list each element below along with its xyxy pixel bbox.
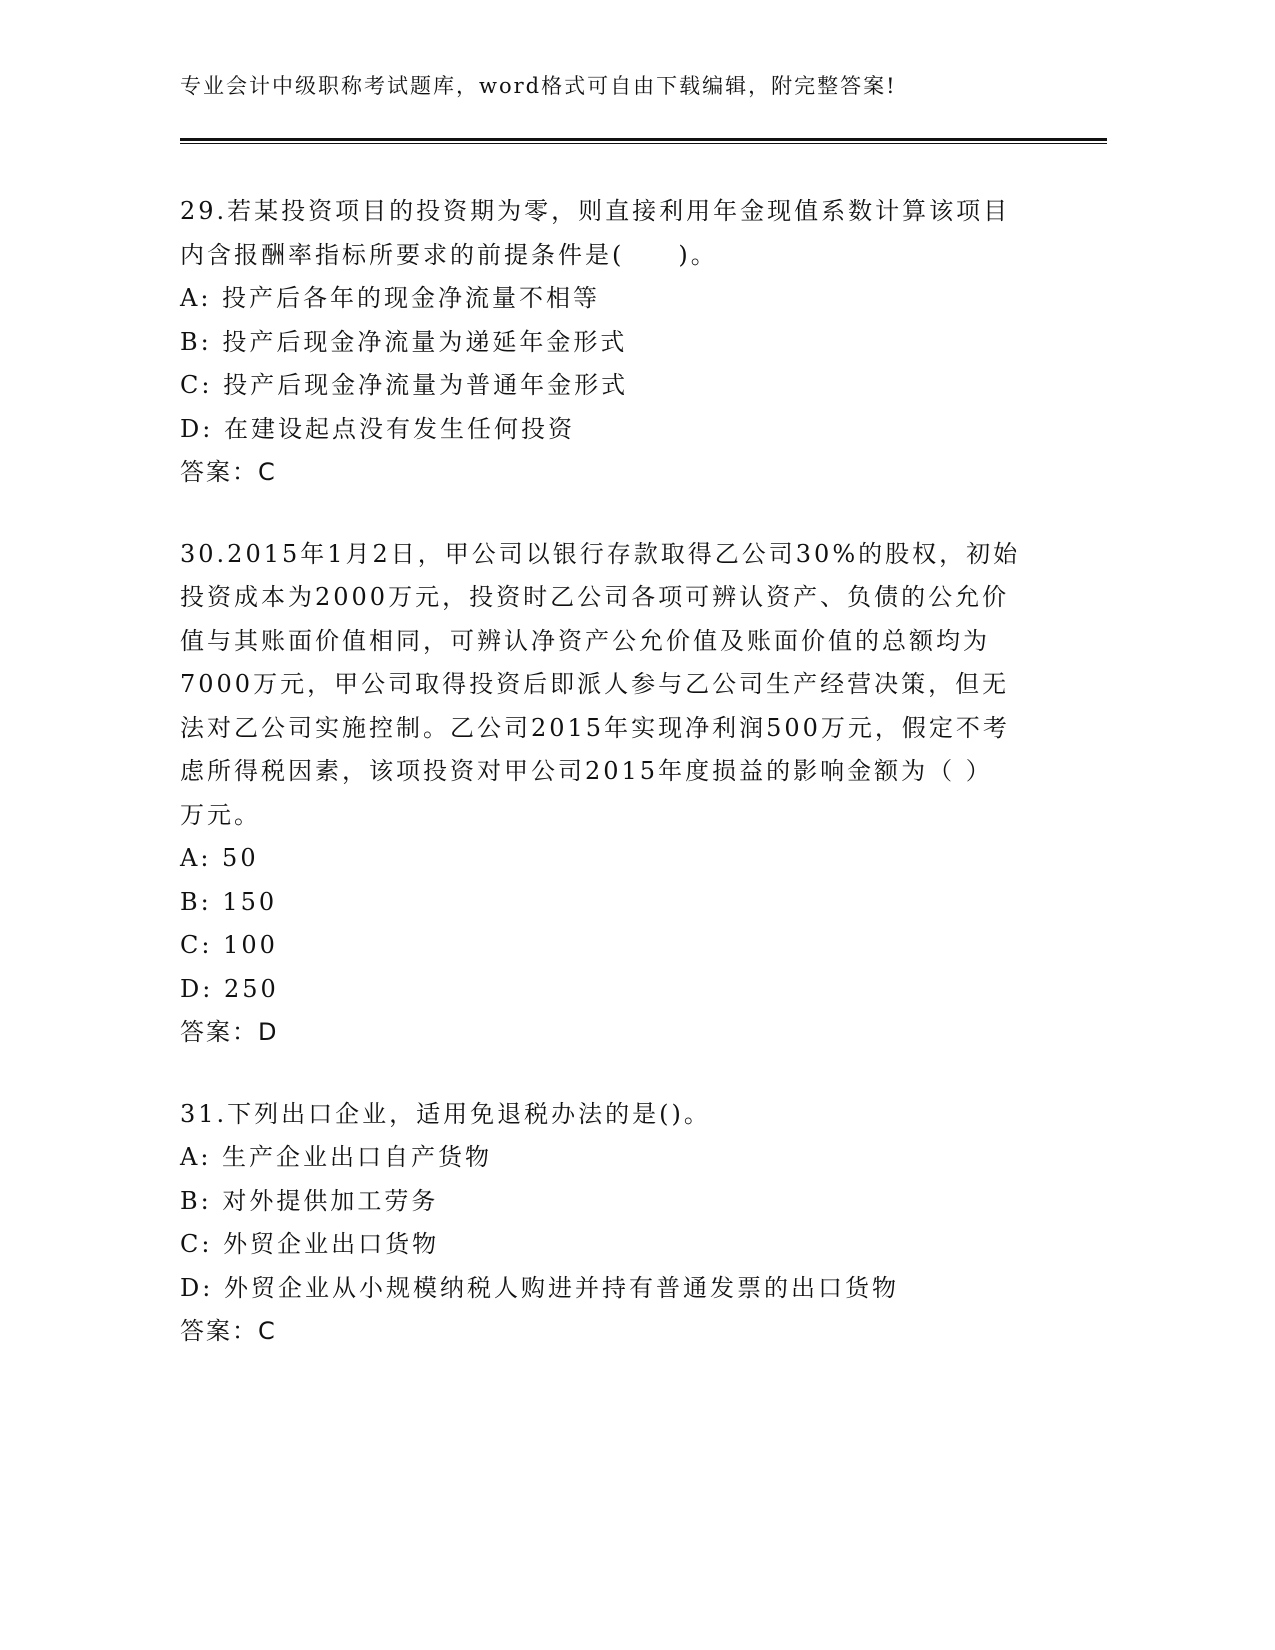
- header-rule-thick: [180, 138, 1107, 141]
- option-b: B: 150: [180, 887, 278, 916]
- option-c: C: 100: [180, 931, 278, 959]
- question-stem-line: 29.若某投资项目的投资期为零，则直接利用年金现值系数计算该项目: [180, 197, 1011, 225]
- question-stem-line: 内含报酬率指标所要求的前提条件是( )。: [180, 240, 718, 269]
- option-c: C: 外贸企业出口货物: [180, 1230, 440, 1258]
- option-c: C: 投产后现金净流量为普通年金形式: [180, 371, 629, 399]
- option-d: D: 在建设起点没有发生任何投资: [180, 414, 575, 443]
- option-b: B: 对外提供加工劳务: [180, 1186, 439, 1215]
- option-a: A: 50: [180, 844, 259, 872]
- option-d: D: 外贸企业从小规模纳税人购进并持有普通发票的出口货物: [180, 1273, 899, 1302]
- answer-line: 答案：C: [180, 1317, 277, 1345]
- question-stem-line: 31.下列出口企业，适用免退税办法的是()。: [180, 1099, 711, 1128]
- question-stem-line: 7000万元，甲公司取得投资后即派人参与乙公司生产经营决策，但无: [180, 670, 1010, 698]
- question-stem-line: 30.2015年1月2日，甲公司以银行存款取得乙公司30%的股权，初始: [180, 539, 1021, 568]
- question-stem-line: 法对乙公司实施控制。乙公司2015年实现净利润500万元，假定不考: [180, 713, 1010, 742]
- option-b: B: 投产后现金净流量为递延年金形式: [180, 327, 628, 356]
- page-header: 专业会计中级职称考试题库，word格式可自由下载编辑，附完整答案!: [180, 74, 897, 98]
- question-stem-line: 值与其账面价值相同，可辨认净资产公允价值及账面价值的总额均为: [180, 626, 990, 655]
- header-rule-thin: [180, 143, 1107, 144]
- option-a: A: 投产后各年的现金净流量不相等: [180, 284, 601, 312]
- question-stem-line: 虑所得税因素，该项投资对甲公司2015年度损益的影响金额为（ ）: [180, 757, 993, 785]
- question-list: [180, 190, 1040, 1392]
- option-a: A: 生产企业出口自产货物: [180, 1143, 493, 1171]
- question-31: [180, 1093, 1040, 1354]
- answer-line: 答案：D: [180, 1018, 279, 1046]
- question-stem-line: 投资成本为2000万元，投资时乙公司各项可辨认资产、负债的公允价: [180, 583, 1010, 611]
- question-30: [180, 533, 1040, 1055]
- question-stem-line: 万元。: [180, 800, 261, 829]
- question-29: [180, 190, 1040, 495]
- answer-line: 答案：C: [180, 458, 277, 486]
- option-d: D: 250: [180, 974, 279, 1003]
